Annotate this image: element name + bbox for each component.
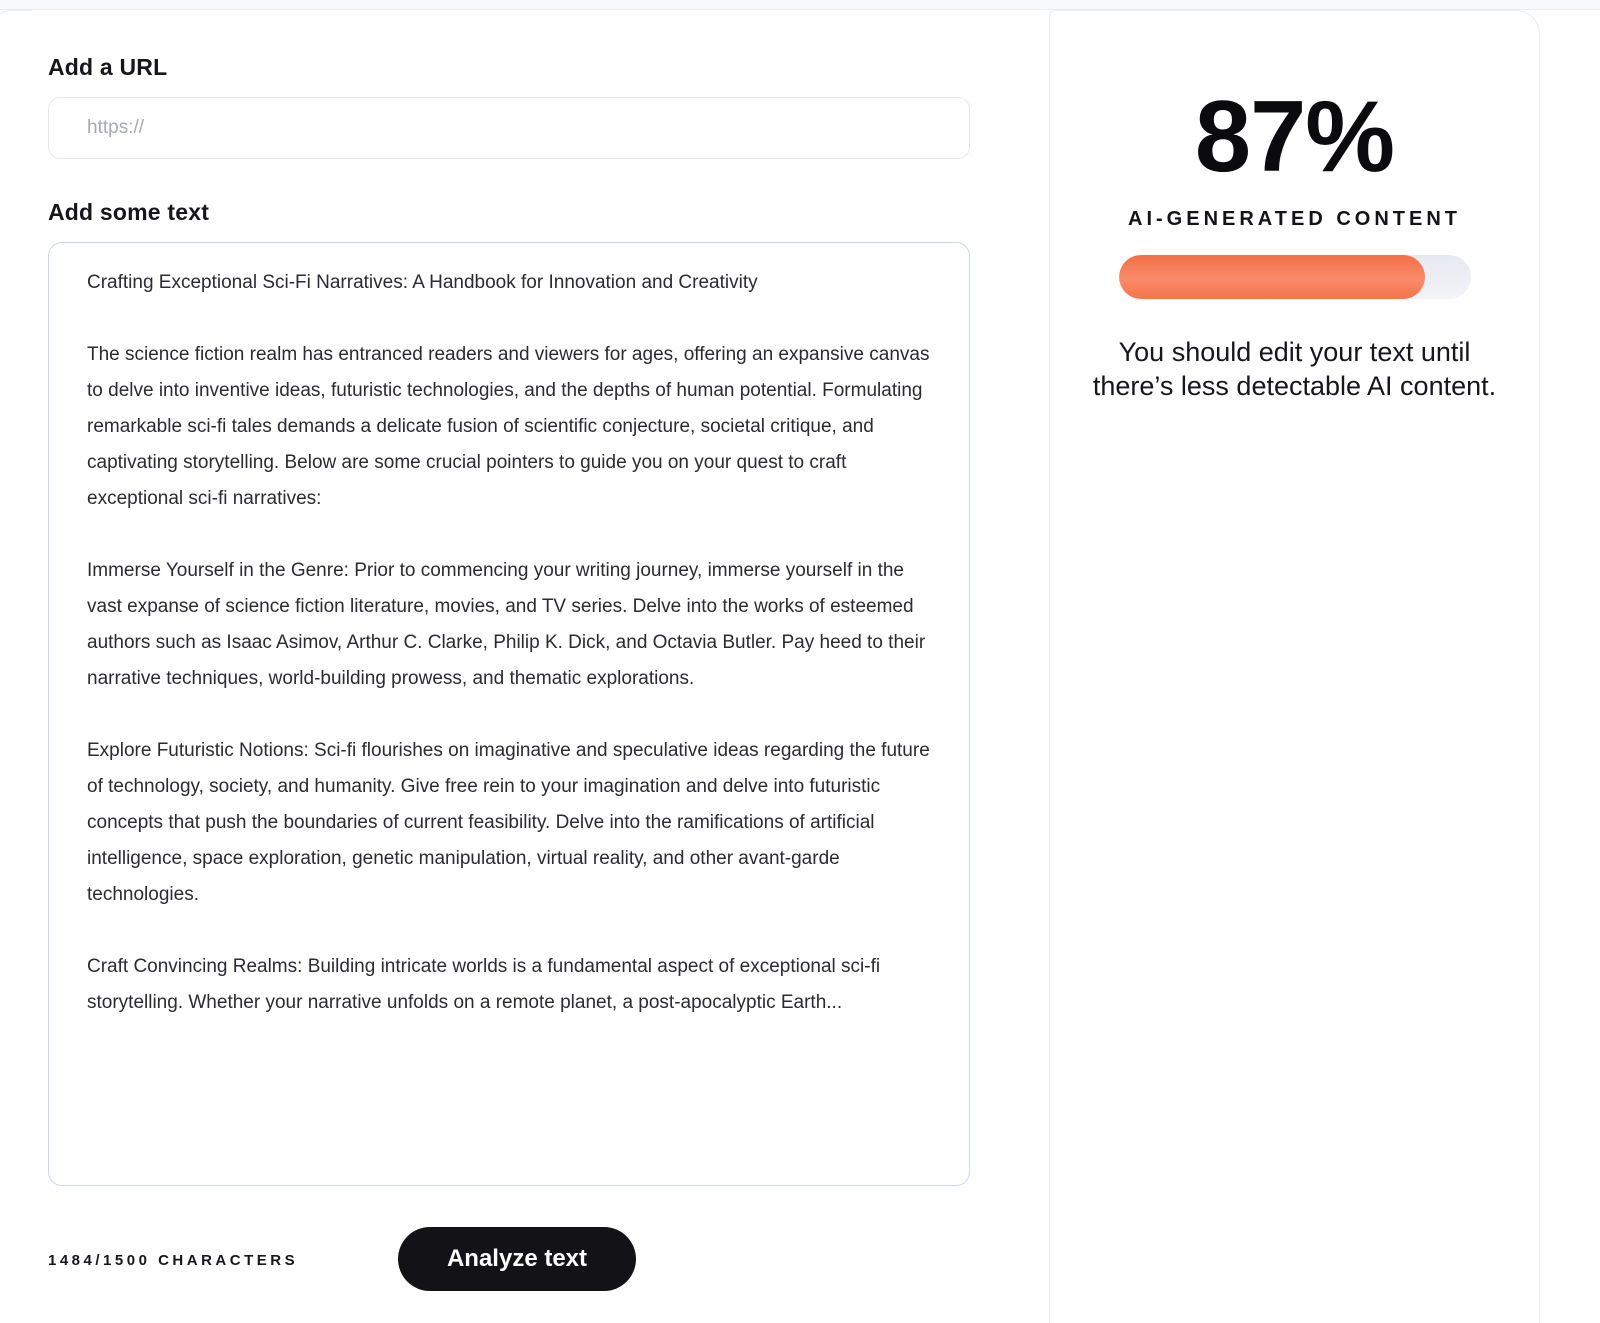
progress-fill [1119, 255, 1425, 299]
score-label: AI-GENERATED CONTENT [1128, 208, 1461, 230]
text-label: Add some text [48, 199, 210, 225]
analyze-button[interactable]: Analyze text [398, 1227, 636, 1291]
results-panel [1049, 10, 1540, 1323]
url-input[interactable] [48, 97, 970, 159]
score-value: 87% [1194, 81, 1395, 193]
url-label: Add a URL [48, 54, 168, 80]
progress-bar [1119, 255, 1471, 299]
page-top-border [0, 0, 1600, 10]
text-input[interactable] [48, 242, 970, 1186]
char-counter: 1484/1500 CHARACTERS [48, 1251, 299, 1269]
footer-row [48, 1227, 970, 1293]
input-column [48, 10, 970, 1293]
outer-card-corner [0, 10, 32, 56]
result-message: You should edit your text until there’s less detectable AI content. [1092, 337, 1497, 401]
